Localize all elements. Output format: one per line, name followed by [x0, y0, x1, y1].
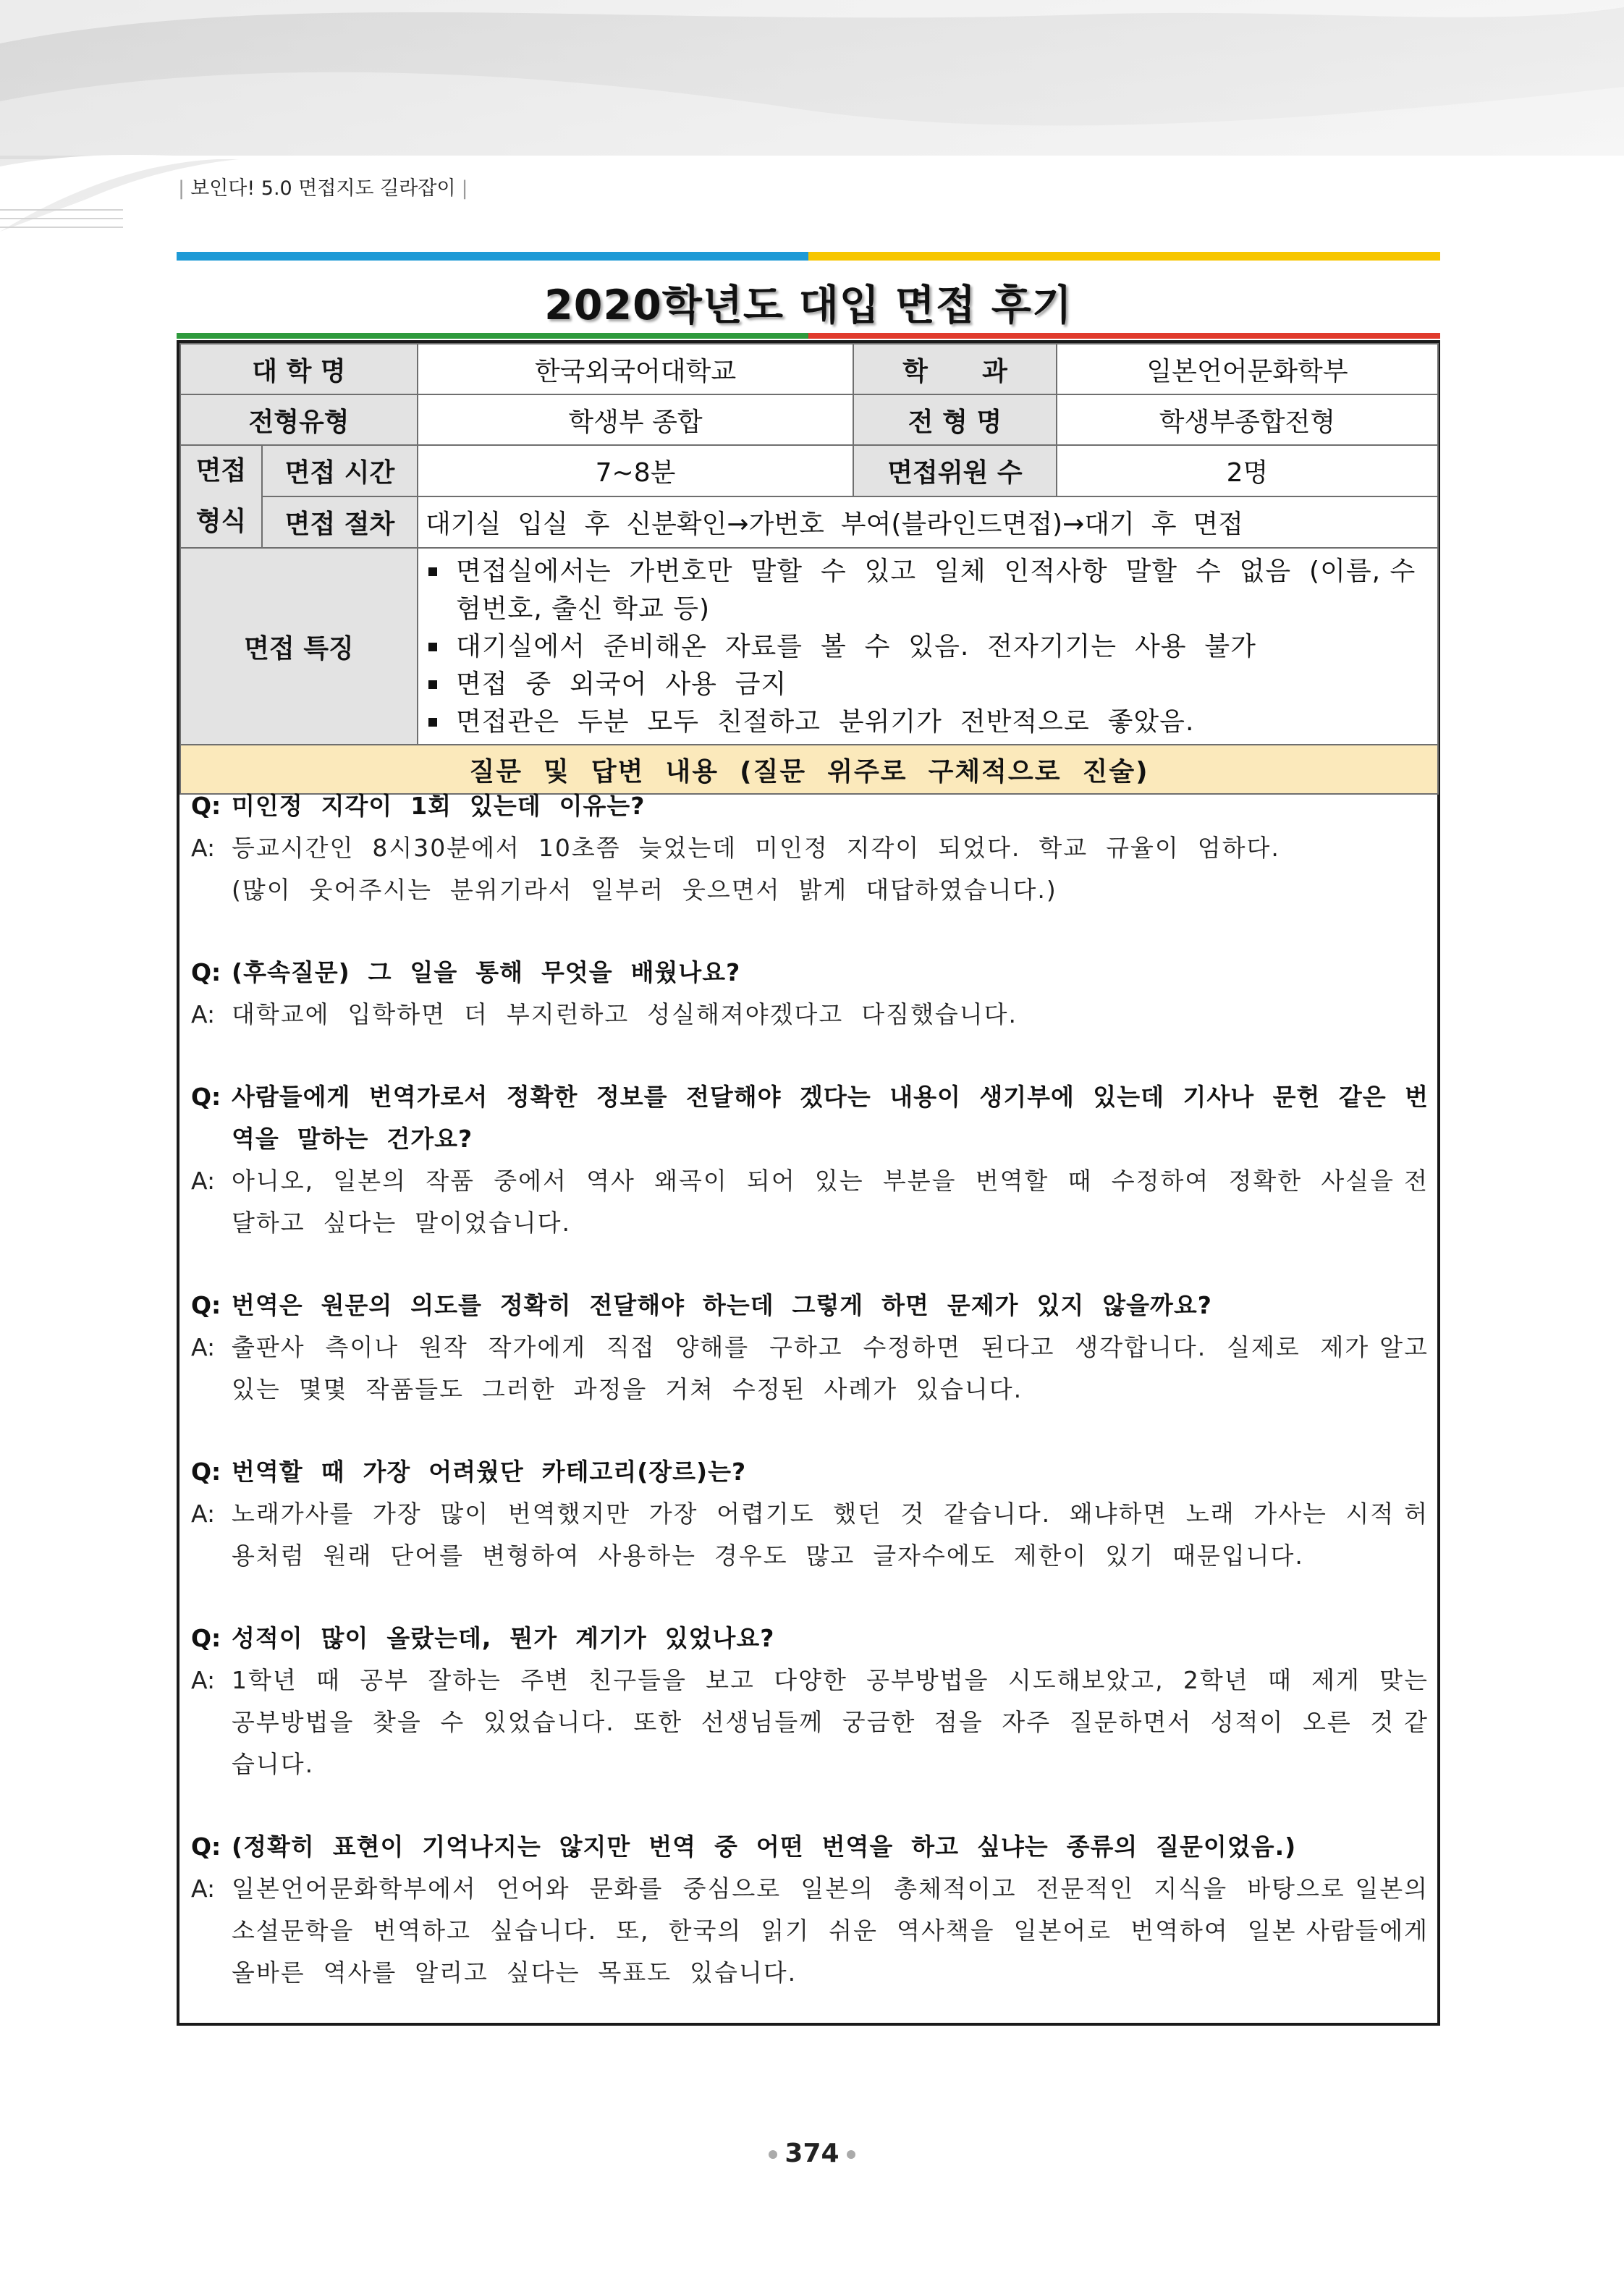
answer: A: 노래가사를 가장 많이 번역했지만 가장 어렵기도 했던 것 같습니다. 왜냐하면 노래 가사는 시적 허용처럼 원래 단어를 변형하여 사용하는 경우도 많고 글자수에도 제한이 있기 때문입니다.: [191, 1500, 1429, 1570]
feature-item: 면접관은 두분 모두 친절하고 분위기가 전반적으로 좋았음.: [423, 703, 1433, 741]
department-label: 학 과: [853, 344, 1057, 394]
bullet-square-icon: [428, 643, 437, 651]
interview-time-value: 7~8분: [418, 445, 853, 496]
department-value: 일본언어문화학부: [1057, 344, 1438, 394]
interview-format-label: 면접 형식: [180, 445, 262, 548]
feature-item: 대기실에서 준비해온 자료를 볼 수 있음. 전자기기는 사용 불가: [423, 628, 1433, 666]
answer: A: 아니오, 일본의 작품 중에서 역사 왜곡이 되어 있는 부분을 번역할 때 수정하여 정확한 사실을 전달하고 싶다는 말이었습니다.: [191, 1167, 1429, 1237]
admission-name-label: 전 형 명: [853, 394, 1057, 445]
question: Q: 번역할 때 가장 어려웠단 카테고리(장르)는?: [191, 1458, 747, 1486]
interviewers-value: 2명: [1057, 445, 1438, 496]
page-title: 2020학년도 대입 면접 후기: [544, 282, 1073, 329]
interview-procedure-value: 대기실 입실 후 신분확인→가번호 부여(블라인드면접)→대기 후 면접: [418, 496, 1438, 548]
question: Q: 성적이 많이 올랐는데, 뭔가 계기가 있었나요?: [191, 1624, 775, 1652]
admission-type-label: 전형유형: [180, 394, 418, 445]
interview-procedure-label: 면접 절차: [262, 496, 418, 548]
interviewers-label: 면접위원 수: [853, 445, 1057, 496]
bullet-square-icon: [428, 567, 437, 576]
qa-item: [191, 785, 1429, 911]
question: Q: 미인정 지각이 1회 있는데 이유는?: [191, 792, 646, 820]
color-bar-blue: [177, 252, 808, 261]
answer: A: 등교시간인 8시30분에서 10초쯤 늦었는데 미인정 지각이 되었다. 학교 규율이 엄하다. (많이 웃어주시는 분위기라서 일부러 웃으면서 밝게 대답하였습니다.): [191, 834, 1280, 904]
dot-icon: [847, 2150, 855, 2159]
question: Q: 번역은 원문의 의도를 정확히 전달해야 하는데 그렇게 하면 문제가 있지 않을까요?: [191, 1291, 1212, 1319]
question: Q: 사람들에게 번역가로서 정확한 정보를 전달해야 겠다는 내용이 생기부에 있는데 기사나 문헌 같은 번역을 말하는 건가요?: [191, 1083, 1429, 1153]
qa-item: [191, 1618, 1438, 1785]
qa-section-banner: 질문 및 답변 내용 (질문 위주로 구체적으로 진술): [180, 745, 1438, 794]
admission-name-value: 학생부종합전형: [1057, 394, 1438, 445]
interview-time-label: 면접 시간: [262, 445, 418, 496]
answer: A: 대학교에 입학하면 더 부지런하고 성실해져야겠다고 다짐했습니다.: [191, 1000, 1018, 1028]
question: Q: (정확히 표현이 기억나지는 않지만 번역 중 어떤 번역을 하고 싶냐는 종류의 질문이었음.): [191, 1832, 1297, 1861]
bullet-square-icon: [428, 680, 437, 689]
color-bar-yellow: [808, 252, 1440, 261]
feature-item: 면접 중 외국어 사용 금지: [423, 666, 1433, 703]
qa-item: [191, 952, 1429, 1036]
page-number: 374: [0, 2139, 1624, 2168]
interview-features-label: 면접 특징: [180, 548, 418, 745]
qa-item: [191, 1076, 1429, 1244]
qa-item: [191, 1826, 1447, 1994]
qa-item: [191, 1451, 1429, 1577]
title-underline-green: [177, 333, 808, 339]
answer: A: 1학년 때 공부 잘하는 주변 친구들을 보고 다양한 공부방법을 시도해보았고, 2학년 때 제게 맞는 공부방법을 찾을 수 있었습니다. 또한 선생님들께 궁금한 점을 자주 질문하면서 성적이 오른 것 같습니다.: [191, 1666, 1438, 1778]
dot-icon: [769, 2150, 777, 2159]
qa-list: [191, 785, 1447, 2034]
interview-features-list: [418, 548, 1438, 745]
answer: A: 출판사 측이나 원작 작가에게 직접 양해를 구하고 수정하면 된다고 생각합니다. 실제로 제가 알고 있는 몇몇 작품들도 그러한 과정을 거쳐 수정된 사례가 있습니다.: [191, 1333, 1447, 1403]
answer: A: 일본언어문화학부에서 언어와 문화를 중심으로 일본의 총체적이고 전문적인 지식을 바탕으로 일본의 소설문학을 번역하고 싶습니다. 또, 한국의 읽기 쉬운 역사책을 일본어로 번역하여 일본 사람들에게 올바른 역사를 알리고 싶다는 목표도 있습니다.: [191, 1874, 1447, 1987]
running-header-text: 보인다! 5.0 면접지도 길라잡이: [190, 177, 456, 200]
bullet-square-icon: [428, 718, 437, 727]
university-value: 한국외국어대학교: [418, 344, 853, 394]
feature-item: 면접실에서는 가번호만 말할 수 있고 일체 인적사항 말할 수 없음 (이름, 수험번호, 출신 학교 등): [423, 553, 1433, 628]
running-header: | 보인다! 5.0 면접지도 길라잡이 |: [178, 177, 468, 200]
question: Q: (후속질문) 그 일을 통해 무엇을 배웠나요?: [191, 958, 741, 986]
university-label: 대 학 명: [180, 344, 418, 394]
interview-info-table: [179, 343, 1439, 795]
title-underline-red: [808, 333, 1440, 339]
admission-type-value: 학생부 종합: [418, 394, 853, 445]
qa-item: [191, 1285, 1447, 1411]
